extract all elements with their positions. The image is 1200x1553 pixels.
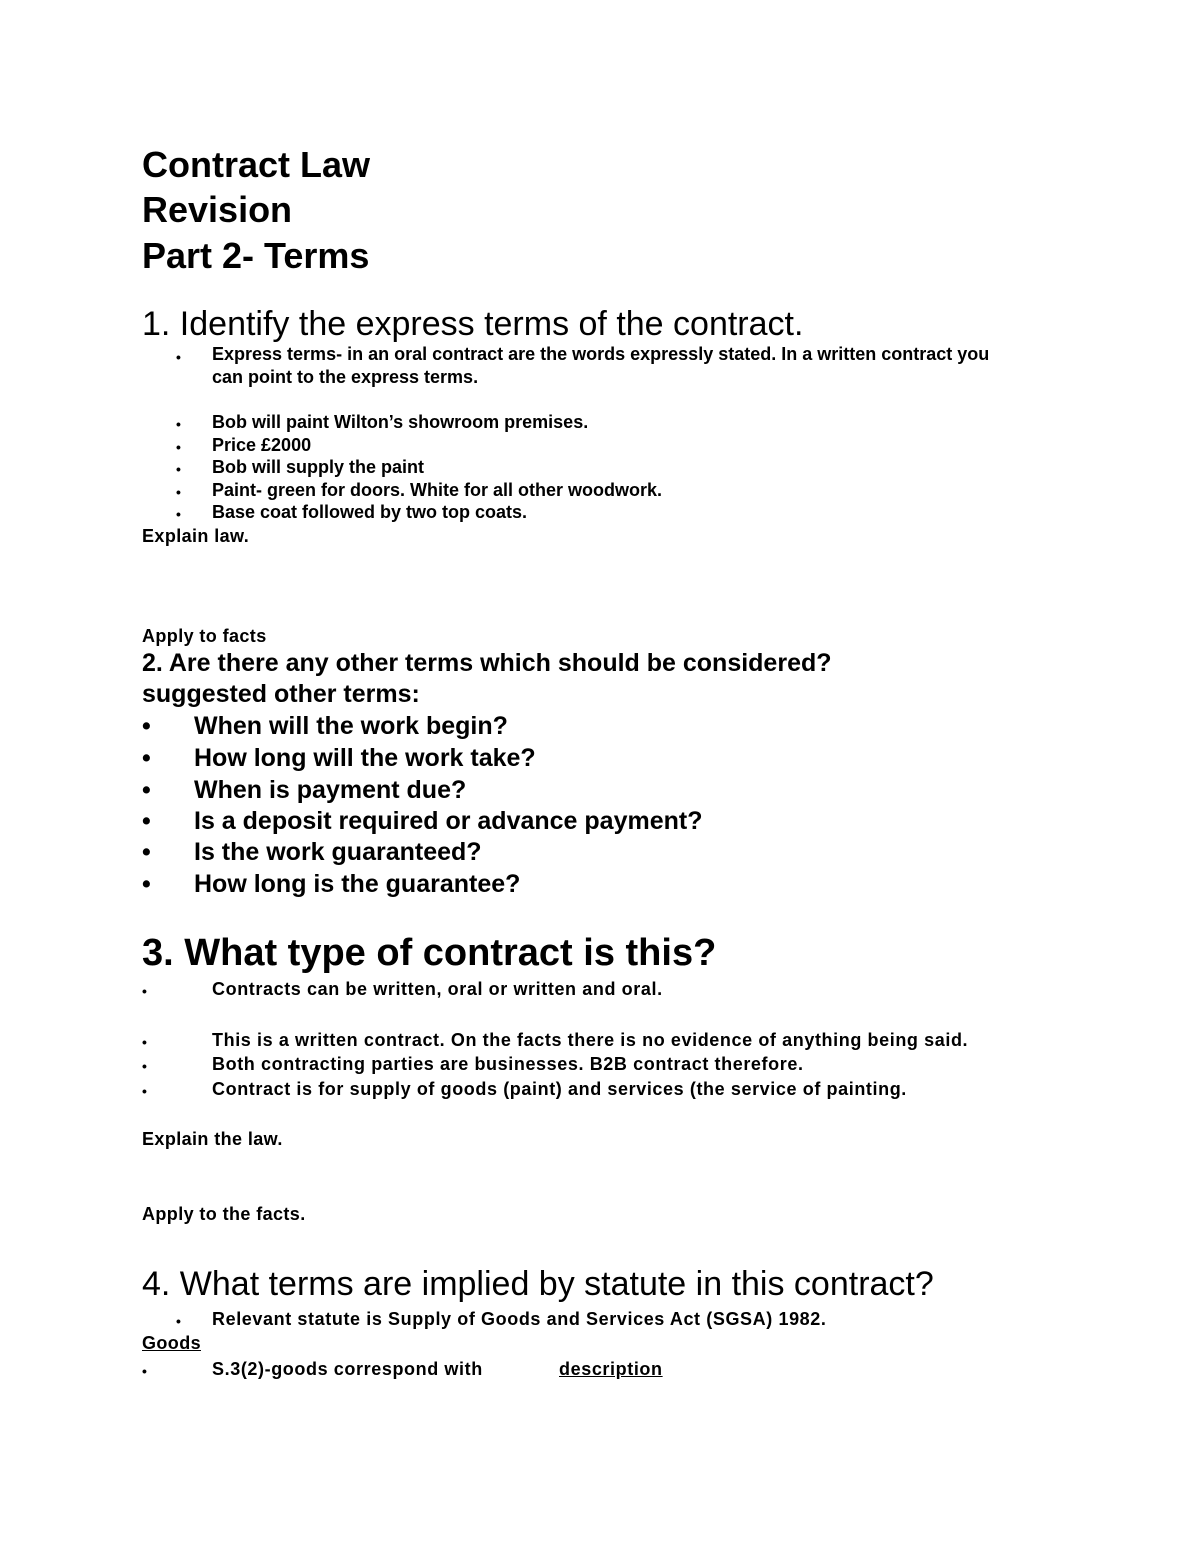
q3-explain: Explain the law.: [142, 1129, 283, 1149]
q3-item: This is a written contract. On the facts there is no evidence of anything being said.: [212, 1030, 969, 1050]
q2-heading: 2. Are there any other terms which should be considered?: [142, 649, 832, 677]
q4-heading: 4. What terms are implied by statute in this contract?: [142, 1265, 934, 1303]
q2-item: When will the work begin?: [194, 712, 508, 740]
q2-item: Is a deposit required or advance payment?: [194, 807, 703, 835]
bullet: •: [142, 1034, 147, 1050]
bullet: •: [176, 349, 181, 365]
q2-item: Is the work guaranteed?: [194, 838, 482, 866]
q1-explain: Explain law.: [142, 526, 250, 546]
q1-intro-line-2: can point to the express terms.: [212, 367, 479, 387]
q2-item: How long is the guarantee?: [194, 870, 521, 898]
q4-s32-description: description: [559, 1359, 663, 1379]
q1-item: Price £2000: [212, 435, 312, 455]
q1-item: Bob will supply the paint: [212, 457, 425, 477]
title-line-3: Part 2- Terms: [142, 235, 370, 276]
q1-item: Bob will paint Wilton’s showroom premises.: [212, 412, 589, 432]
q3-item: Both contracting parties are businesses. B2B contract therefore.: [212, 1054, 804, 1074]
q1-item: Paint- green for doors. White for all other woodwork.: [212, 480, 663, 500]
q1-apply: Apply to facts: [142, 626, 267, 646]
bullet: •: [142, 1363, 147, 1379]
bullet: •: [176, 461, 181, 477]
q3-apply: Apply to the facts.: [142, 1204, 306, 1224]
bullet: •: [142, 983, 147, 999]
q3-intro: Contracts can be written, oral or written and oral.: [212, 979, 663, 999]
q4-goods-label: Goods: [142, 1333, 201, 1353]
q4-statute: Relevant statute is Supply of Goods and Services Act (SGSA) 1982.: [212, 1309, 827, 1329]
bullet: •: [142, 838, 151, 866]
bullet: •: [142, 744, 151, 772]
q3-item: Contract is for supply of goods (paint) and services (the service of painting.: [212, 1079, 907, 1099]
q4-s32-text: S.3(2)-goods correspond with: [212, 1359, 483, 1379]
bullet: •: [176, 484, 181, 500]
bullet: •: [142, 712, 151, 740]
bullet: •: [176, 439, 181, 455]
q1-intro-line-1: Express terms- in an oral contract are the words expressly stated. In a written contract you: [212, 344, 990, 364]
bullet: •: [176, 506, 181, 522]
title-line-2: Revision: [142, 189, 293, 230]
bullet: •: [142, 870, 151, 898]
bullet: •: [176, 1313, 181, 1329]
bullet: •: [142, 1083, 147, 1099]
bullet: •: [142, 807, 151, 835]
q2-subheading: suggested other terms:: [142, 680, 420, 708]
bullet: •: [142, 776, 151, 804]
title-line-1: Contract Law: [142, 144, 371, 185]
q2-item: When is payment due?: [194, 776, 467, 804]
bullet: •: [142, 1058, 147, 1074]
bullet: •: [176, 416, 181, 432]
q3-heading: 3. What type of contract is this?: [142, 932, 717, 974]
q2-item: How long will the work take?: [194, 744, 536, 772]
q1-item: Base coat followed by two top coats.: [212, 502, 528, 522]
q1-heading: 1. Identify the express terms of the contract.: [142, 305, 804, 343]
